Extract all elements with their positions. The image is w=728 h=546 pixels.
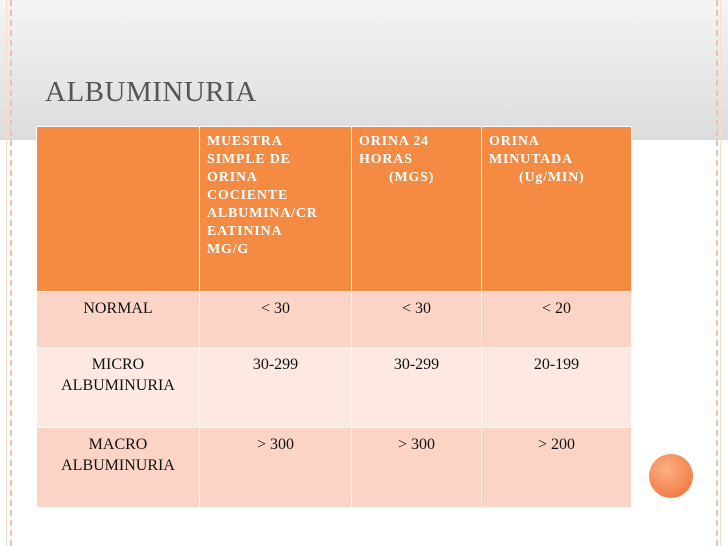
right-border-line (720, 0, 721, 546)
header-line: ORINA 24 (359, 134, 429, 149)
row-label-line: ALBUMINURIA (61, 457, 175, 474)
row-label-line: NORMAL (83, 300, 153, 317)
table-cell: 30-299 (200, 348, 352, 428)
table-row-micro (37, 348, 632, 428)
header-line: ORINA (207, 170, 258, 185)
left-dashed-border (10, 0, 12, 546)
row-label-line: MACRO (88, 436, 148, 453)
header-line: HORAS (359, 152, 413, 167)
header-cell-muestra-simple (200, 127, 352, 292)
header-line: SIMPLE DE (207, 152, 291, 167)
table-cell: 20-199 (482, 348, 632, 428)
row-label-line: MICRO (91, 356, 145, 373)
table-cell: 30-299 (352, 348, 482, 428)
table-cell: < 30 (200, 292, 352, 348)
row-label (37, 292, 200, 348)
decorative-orange-circle (649, 454, 693, 498)
table-cell: > 300 (200, 428, 352, 508)
header-cell-orina-24h (352, 127, 482, 292)
header-line: MINUTADA (489, 152, 573, 167)
right-dashed-border (716, 0, 718, 546)
table-row-macro (37, 428, 632, 508)
header-cell-empty (37, 127, 200, 292)
header-line: MG/G (207, 242, 250, 257)
header-line: (MGS) (389, 170, 435, 185)
header-line: EATININA (207, 224, 283, 239)
table-cell: < 30 (352, 292, 482, 348)
header-line: COCIENTE (207, 188, 289, 203)
slide-title: ALBUMINURIA (45, 76, 257, 108)
header-cell-orina-minutada (482, 127, 632, 292)
header-line: ORINA (489, 134, 540, 149)
header-line: (Ug/MIN) (519, 170, 585, 185)
table-cell: > 200 (482, 428, 632, 508)
table-cell: > 300 (352, 428, 482, 508)
table-row-normal (37, 292, 632, 348)
table-cell: < 20 (482, 292, 632, 348)
header-line: MUESTRA (207, 134, 283, 149)
row-label (37, 348, 200, 428)
albuminuria-table (36, 126, 632, 508)
table-header-row (37, 127, 632, 292)
header-line: ALBUMINA/CR (207, 206, 318, 221)
left-border-line (6, 0, 7, 546)
row-label (37, 428, 200, 508)
title-band (0, 0, 728, 140)
row-label-line: ALBUMINURIA (61, 377, 175, 394)
